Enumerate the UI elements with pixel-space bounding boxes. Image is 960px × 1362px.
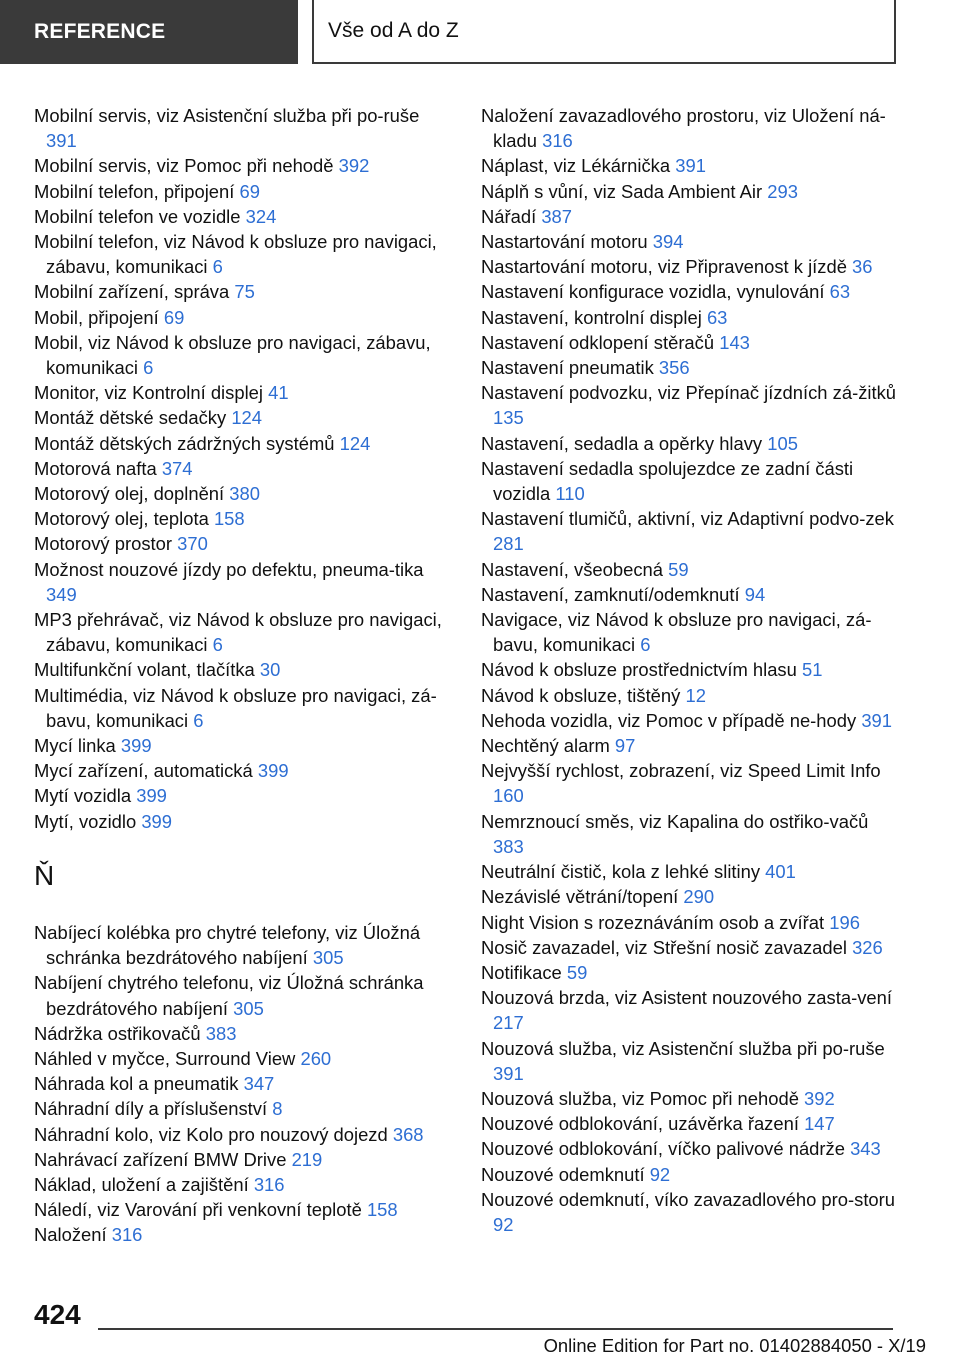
index-entry-text: Mobilní telefon, připojení [34, 180, 235, 202]
index-entry [34, 1172, 454, 1197]
index-entry [34, 758, 454, 783]
page-link[interactable]: 356 [658, 357, 690, 379]
page-link[interactable]: 59 [668, 558, 689, 580]
index-entry [34, 733, 454, 758]
index-entry [34, 179, 454, 204]
index-entry [481, 355, 901, 380]
index-entry [34, 1071, 454, 1096]
index-entry [34, 607, 454, 657]
footer-edition: Online Edition for Part no. 01402884050 - X/19 [543, 1335, 926, 1356]
page-link[interactable]: 217 [493, 1012, 524, 1034]
index-entry [481, 254, 901, 279]
index-entry-text: Nabíjecí kolébka pro chytré telefony, viz Úložná schránka bezdrátového nabíjení [34, 921, 421, 969]
index-entry-text: Mytí vozidla [34, 785, 132, 807]
index-entry-text: Motorový olej, teplota [34, 508, 209, 530]
index-entry-text: Náhled v myčce, Surround View [34, 1047, 296, 1069]
index-entry-text: Naložení zavazadlového prostoru, viz Uložení ná-kladu [481, 105, 886, 152]
index-entry [34, 481, 454, 506]
page-link[interactable]: 399 [141, 810, 173, 832]
page-link[interactable]: 143 [719, 331, 750, 353]
index-entry [34, 557, 454, 607]
index-entry-text: MP3 přehrávač, viz Návod k obsluze pro navigaci, zábavu, komunikaci [34, 609, 442, 656]
page-link[interactable]: 219 [291, 1148, 323, 1170]
page-link[interactable]: 196 [829, 911, 860, 933]
index-entry-text: Náhrada kol a pneumatik [34, 1073, 239, 1095]
index-entry [34, 1197, 454, 1222]
page-link[interactable]: 387 [541, 205, 573, 227]
page-link[interactable]: 383 [493, 835, 524, 857]
index-entry-text: Nouzová služba, viz Asistenční služba při po-ruše [481, 1037, 885, 1059]
index-entry-text: Nastartování motoru [481, 231, 648, 253]
index-entry [481, 657, 901, 682]
page-link[interactable]: 316 [253, 1173, 285, 1195]
page-link[interactable]: 135 [493, 407, 524, 429]
section-label: REFERENCE [34, 20, 166, 43]
index-entry [481, 506, 901, 556]
index-entry [34, 103, 454, 153]
page-link[interactable]: 6 [212, 634, 223, 656]
index-entry-text: Mobil, viz Návod k obsluze pro navigaci, zábavu, komunikaci [34, 331, 431, 379]
index-entry-text: Night Vision s rozeznáváním osob a zvířat [481, 911, 825, 933]
index-entry [34, 1147, 454, 1172]
page-link[interactable]: 124 [339, 432, 371, 454]
page-link[interactable]: 391 [675, 155, 706, 177]
index-entry [481, 859, 901, 884]
index-entry-text: Nouzová služba, viz Pomoc při nehodě [481, 1087, 799, 1109]
index-entry-text: Nouzové odblokování, víčko palivové nádrže [481, 1138, 845, 1160]
index-entry-text: Mobilní servis, viz Asistenční služba při po-ruše [34, 105, 420, 126]
index-entry [34, 1046, 454, 1071]
page-link[interactable]: 368 [392, 1123, 424, 1145]
index-entry-text: Nemrznoucí směs, viz Kapalina do ostřiko-vačů [481, 810, 869, 832]
index-entry-text: Nastavení podvozku, viz Přepínač jízdních zá-žitků [481, 382, 897, 404]
page-link[interactable]: 401 [765, 861, 796, 883]
index-entry-text: Mobilní zařízení, správa [34, 281, 230, 303]
index-entry [481, 809, 901, 859]
index-list-m [34, 103, 454, 834]
page-link[interactable]: 124 [231, 407, 262, 429]
page-link[interactable]: 290 [683, 886, 715, 908]
index-entry-text: Nastavení, všeobecná [481, 558, 663, 580]
index-entry-text: Možnost nouzové jízdy po defektu, pneuma-tika [34, 558, 424, 580]
index-entry-text: Nechtěný alarm [481, 735, 610, 757]
index-entry [481, 985, 901, 1035]
footer-divider [98, 1328, 893, 1330]
index-entry [34, 1096, 454, 1121]
index-entry [481, 607, 901, 657]
index-entry [481, 431, 901, 456]
index-entry [481, 1036, 901, 1086]
index-entry-text: Náhradní kolo, viz Kolo pro nouzový dojezd [34, 1123, 388, 1145]
index-entry [481, 910, 901, 935]
index-entry-text: Navigace, viz Návod k obsluze pro navigaci, zá-bavu, komunikaci [481, 609, 872, 656]
index-entry-text: Motorový prostor [34, 533, 172, 555]
index-entry-text: Nehoda vozidla, viz Pomoc v případě ne-hody [481, 709, 857, 731]
index-entry-text: Nouzové odemknutí, víko zavazadlového pro-storu [481, 1188, 896, 1210]
index-entry-text: Nastavení, sedadla a opěrky hlavy [481, 432, 763, 454]
index-entry-text: Náplast, viz Lékárnička [481, 155, 671, 177]
page-link[interactable]: 383 [205, 1022, 237, 1044]
index-entry-text: Nastavení pneumatik [481, 357, 654, 379]
index-entry-text: Náklad, uložení a zajištění [34, 1173, 249, 1195]
index-entry-text: Mycí zařízení, automatická [34, 760, 253, 782]
page-link[interactable]: 316 [111, 1224, 143, 1246]
index-entry [481, 1111, 901, 1136]
index-entry [481, 884, 901, 909]
index-entry [34, 153, 454, 178]
page-link[interactable]: 41 [268, 382, 289, 404]
index-entry-text: Nastavení odklopení stěračů [481, 331, 715, 353]
page-link[interactable]: 75 [234, 281, 255, 303]
index-entry-text: Návod k obsluze prostřednictvím hlasu [481, 659, 797, 681]
index-entry-text: Multimédia, viz Návod k obsluze pro navigaci, zá-bavu, komunikaci [34, 684, 437, 731]
index-entry-text: Nastavení tlumičů, aktivní, viz Adaptivní podvo-zek [481, 508, 894, 530]
page-link[interactable]: 374 [161, 457, 193, 479]
index-entry-text: Monitor, viz Kontrolní displej [34, 382, 263, 404]
index-entry-text: Náledí, viz Varování při venkovní teplotě [34, 1199, 362, 1221]
page-link[interactable]: 63 [829, 281, 851, 303]
index-entry [481, 1086, 901, 1111]
index-entry-text: Nezávislé větrání/topení [481, 886, 679, 908]
index-entry-text: Mycí linka [34, 735, 116, 757]
index-entry-text: Mobilní servis, viz Pomoc při nehodě [34, 155, 334, 177]
index-entry-text: Mytí, vozidlo [34, 810, 137, 832]
index-entry [34, 405, 454, 430]
index-entry [34, 431, 454, 456]
page-link[interactable]: 160 [493, 785, 524, 807]
index-entry [34, 783, 454, 808]
page-link[interactable]: 370 [177, 533, 208, 555]
page-link[interactable]: 63 [706, 306, 728, 328]
page-link[interactable]: 94 [744, 583, 766, 605]
index-entry [34, 531, 454, 556]
page-link[interactable]: 394 [652, 231, 684, 253]
index-entry-text: Montáž dětské sedačky [34, 407, 227, 429]
index-entry [481, 683, 901, 708]
index-entry-text: Notifikace [481, 961, 562, 983]
page-link[interactable]: 59 [566, 961, 588, 983]
index-entry [34, 683, 454, 733]
page-link[interactable]: 324 [245, 205, 277, 227]
index-entry [481, 582, 901, 607]
index-entry [481, 1187, 901, 1237]
index-entry [34, 1122, 454, 1147]
index-entry [481, 1162, 901, 1187]
index-entry [481, 153, 901, 178]
page-link[interactable]: 392 [338, 155, 370, 177]
index-entry-text: Nastavení, kontrolní displej [481, 306, 702, 328]
page-link[interactable]: 343 [850, 1138, 881, 1160]
index-entry-text: Naložení [34, 1224, 107, 1246]
index-entry-text: Motorová nafta [34, 457, 157, 479]
index-entry-text: Návod k obsluze, tištěný [481, 684, 681, 706]
index-entry [481, 456, 901, 506]
index-entry-text: Nahrávací zařízení BMW Drive [34, 1148, 287, 1170]
page-link[interactable]: 92 [649, 1163, 671, 1185]
index-entry-text: Náplň s vůní, viz Sada Ambient Air [481, 180, 763, 202]
index-letter-heading: Ň [34, 859, 55, 891]
index-entry-text: Mobilní telefon ve vozidle [34, 205, 241, 227]
page-link[interactable]: 36 [852, 256, 873, 278]
index-entry-text: Nastartování motoru, viz Připravenost k jízdě [481, 256, 847, 278]
page-header [312, 0, 896, 64]
index-entry-text: Nejvyšší rychlost, zobrazení, viz Speed Limit Info [481, 760, 881, 782]
index-list-n-continued [481, 103, 901, 1237]
index-entry [481, 733, 901, 758]
index-entry [481, 1136, 901, 1161]
page-link[interactable]: 349 [46, 583, 77, 605]
index-entry-text: Nastavení, zamknutí/odemknutí [481, 583, 740, 605]
page-link[interactable]: 380 [229, 483, 260, 505]
page-link[interactable]: 92 [493, 1213, 514, 1235]
index-entry-text: Nádržka ostřikovačů [34, 1022, 201, 1044]
index-entry [481, 229, 901, 254]
index-entry-text: Mobilní telefon, viz Návod k obsluze pro navigaci, zábavu, komunikaci [34, 231, 437, 278]
page-link[interactable]: 391 [493, 1062, 524, 1084]
page-link[interactable]: 6 [212, 256, 223, 278]
index-entry [34, 657, 454, 682]
index-entry [481, 708, 901, 733]
page-link[interactable]: 293 [767, 180, 798, 202]
index-entry [481, 935, 901, 960]
page-link[interactable]: 6 [640, 634, 651, 656]
page-number: 424 [34, 1299, 81, 1330]
index-entry [481, 330, 901, 355]
index-entry-text: Nouzové odemknutí [481, 1163, 645, 1185]
page-link[interactable]: 326 [852, 936, 883, 958]
index-entry [34, 456, 454, 481]
index-entry [481, 179, 901, 204]
page-link[interactable]: 30 [259, 659, 281, 681]
page-link[interactable]: 399 [257, 760, 289, 782]
page-title: Vše od A do Z [328, 19, 459, 42]
index-entry [34, 1021, 454, 1046]
index-entry [34, 380, 454, 405]
index-entry [481, 380, 901, 430]
index-entry [481, 279, 901, 304]
index-entry [34, 506, 454, 531]
index-column-left [34, 103, 454, 1248]
index-entry-text: Neutrální čistič, kola z lehké slitiny [481, 861, 761, 883]
page-link[interactable]: 316 [542, 130, 573, 152]
index-entry [481, 557, 901, 582]
index-entry-text: Nastavení sedadla spolujezdce ze zadní části vozidla [481, 457, 854, 505]
page-link[interactable]: 281 [493, 533, 524, 555]
page-link[interactable]: 105 [767, 432, 798, 454]
page-link[interactable]: 69 [239, 180, 260, 202]
index-entry [34, 809, 454, 834]
index-entry [34, 204, 454, 229]
index-entry-text: Motorový olej, doplnění [34, 483, 225, 505]
page-link[interactable]: 12 [685, 684, 706, 706]
index-entry-text: Náhradní díly a příslušenství [34, 1098, 268, 1120]
index-entry [34, 920, 454, 970]
page-link[interactable]: 6 [193, 709, 204, 731]
index-entry [481, 204, 901, 229]
page-link[interactable]: 6 [143, 357, 154, 379]
page-link[interactable]: 399 [136, 785, 167, 807]
index-entry [481, 960, 901, 985]
index-column-right [481, 103, 901, 1237]
page-link[interactable]: 8 [272, 1098, 283, 1120]
page-link[interactable]: 392 [804, 1087, 835, 1109]
page-link[interactable]: 158 [213, 508, 245, 530]
page-link[interactable]: 51 [801, 659, 823, 681]
page-link[interactable]: 347 [243, 1073, 275, 1095]
index-entry [34, 970, 454, 1020]
page-link[interactable]: 305 [312, 947, 344, 969]
index-list-n [34, 920, 454, 1248]
page-link[interactable]: 147 [804, 1113, 835, 1135]
index-entry-text: Montáž dětských zádržných systémů [34, 432, 335, 454]
page-link[interactable]: 69 [163, 306, 185, 328]
index-entry [481, 103, 901, 153]
index-entry [34, 279, 454, 304]
index-entry [34, 305, 454, 330]
index-entry-text: Mobil, připojení [34, 306, 159, 328]
section-tab [0, 0, 298, 64]
index-entry [34, 229, 454, 279]
page-link[interactable]: 97 [614, 735, 636, 757]
index-entry [34, 1222, 454, 1247]
index-entry-text: Nářadí [481, 205, 537, 227]
page-link[interactable]: 305 [233, 997, 264, 1019]
page-link[interactable]: 399 [120, 735, 152, 757]
page-link[interactable]: 391 [46, 130, 77, 152]
index-entry-text: Nouzová brzda, viz Asistent nouzového zasta-vení [481, 987, 892, 1009]
index-entry [481, 305, 901, 330]
index-entry-text: Nabíjení chytrého telefonu, viz Úložná schránka bezdrátového nabíjení [34, 972, 424, 1019]
index-entry-text: Nastavení konfigurace vozidla, vynulování [481, 281, 825, 303]
page-link[interactable]: 110 [555, 483, 585, 505]
page-link[interactable]: 260 [300, 1047, 332, 1069]
page-link[interactable]: 158 [366, 1199, 398, 1221]
index-entry-text: Multifunkční volant, tlačítka [34, 659, 255, 681]
index-entry-text: Nosič zavazadel, viz Střešní nosič zavazadel [481, 936, 847, 958]
page-link[interactable]: 391 [861, 709, 892, 731]
index-entry [481, 758, 901, 808]
index-entry [34, 330, 454, 380]
index-entry-text: Nouzové odblokování, uzávěrka řazení [481, 1113, 799, 1135]
